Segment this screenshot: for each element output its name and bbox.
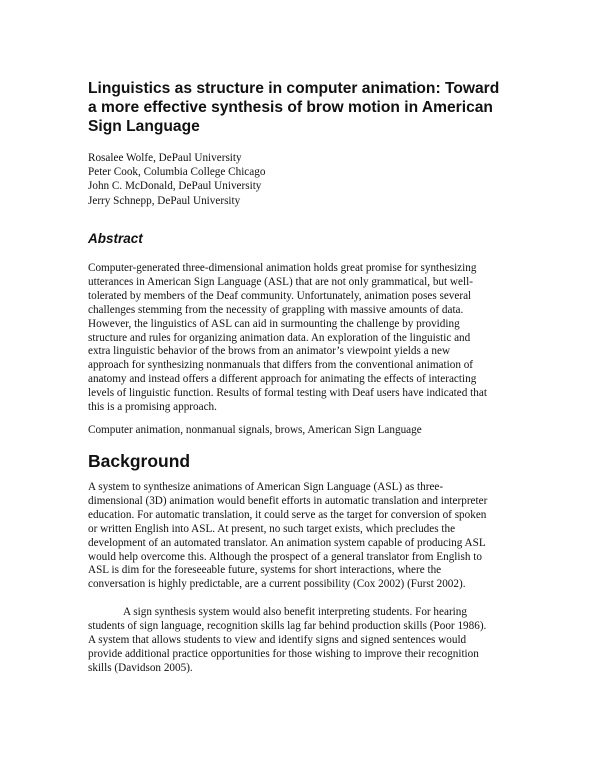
author: Jerry Schnepp, DePaul University	[88, 194, 241, 207]
keywords	[88, 424, 528, 438]
text-line: Computer-generated three-dimensional animation holds great promise for synthesizing	[88, 262, 477, 274]
text-line: structure and rules for organizing animation data. An exploration of the linguistic and	[88, 331, 471, 344]
text-line: A system to synthesize animations of American Sign Language (ASL) as three-	[88, 481, 444, 493]
background-paragraph-2	[88, 606, 528, 676]
text-line: provide additional practice opportunities for those wishing to improve their recognition	[88, 647, 479, 660]
keywords-line: Computer animation, nonmanual signals, brows, American Sign Language	[88, 424, 422, 436]
title-line: Sign Language	[88, 118, 200, 135]
abstract-heading: Abstract	[88, 231, 143, 246]
text-line: education. For automatic translation, it could serve as the target for conversion of spoken	[88, 508, 487, 521]
text-line: anatomy and instead offers a different approach for animating the effects of interacting	[88, 373, 477, 386]
text-line: A system that allows students to view and identify signs and signed sentences would	[88, 633, 467, 646]
text-line: A sign synthesis system would also benefit interpreting students. For hearing	[123, 606, 467, 618]
text-line: this is a promising approach.	[88, 401, 217, 414]
abstract-paragraph	[88, 262, 528, 415]
text-line: levels of linguistic function. Results of formal testing with Deaf users have indicated that	[88, 387, 487, 400]
text-line: tolerated by members of the Deaf community. Unfortunately, animation poses several	[88, 289, 472, 302]
text-line: challenges stemming from the necessity of grappling with massive amounts of data.	[88, 303, 464, 316]
author: Peter Cook, Columbia College Chicago	[88, 166, 266, 179]
text-line: conversation is highly predictable, are a current possibility (Cox 2002) (Furst 2002).	[88, 578, 466, 591]
paper-title	[88, 79, 528, 136]
text-line: development of an automated translator. An animation system capable of producing ASL	[88, 536, 486, 549]
text-line: ASL is dim for the foreseeable future, systems for short interactions, where the	[88, 564, 442, 577]
background-heading: Background	[88, 451, 191, 471]
title-line: a more effective synthesis of brow motion in American	[88, 99, 493, 116]
text-line: approach for synthesizing nonmanuals that differs from the conventional animation of	[88, 359, 474, 372]
author: John C. McDonald, DePaul University	[88, 180, 262, 193]
text-line: extra linguistic behavior of the brows from an animator’s viewpoint yields a new	[88, 345, 451, 358]
text-line: would help overcome this. Although the prospect of a general translator from English to	[88, 550, 482, 563]
text-line: utterances in American Sign Language (ASL) that are not only grammatical, but well-	[88, 275, 473, 288]
text-line: or written English into ASL. At present, no such target exists, which precludes the	[88, 522, 456, 535]
text-line: dimensional (3D) animation would benefit efforts in automatic translation and interpreter	[88, 494, 488, 507]
author: Rosalee Wolfe, DePaul University	[88, 152, 242, 164]
background-paragraph-1	[88, 481, 528, 592]
title-line: Linguistics as structure in computer animation: Toward	[88, 80, 500, 97]
text-line: students of sign language, recognition skills lag far behind production skills (Poor 1986).	[88, 619, 487, 632]
text-line: However, the linguistics of ASL can aid in surmounting the challenge by providing	[88, 317, 460, 330]
author-list	[88, 151, 265, 208]
text-line: skills (Davidson 2005).	[88, 661, 193, 674]
